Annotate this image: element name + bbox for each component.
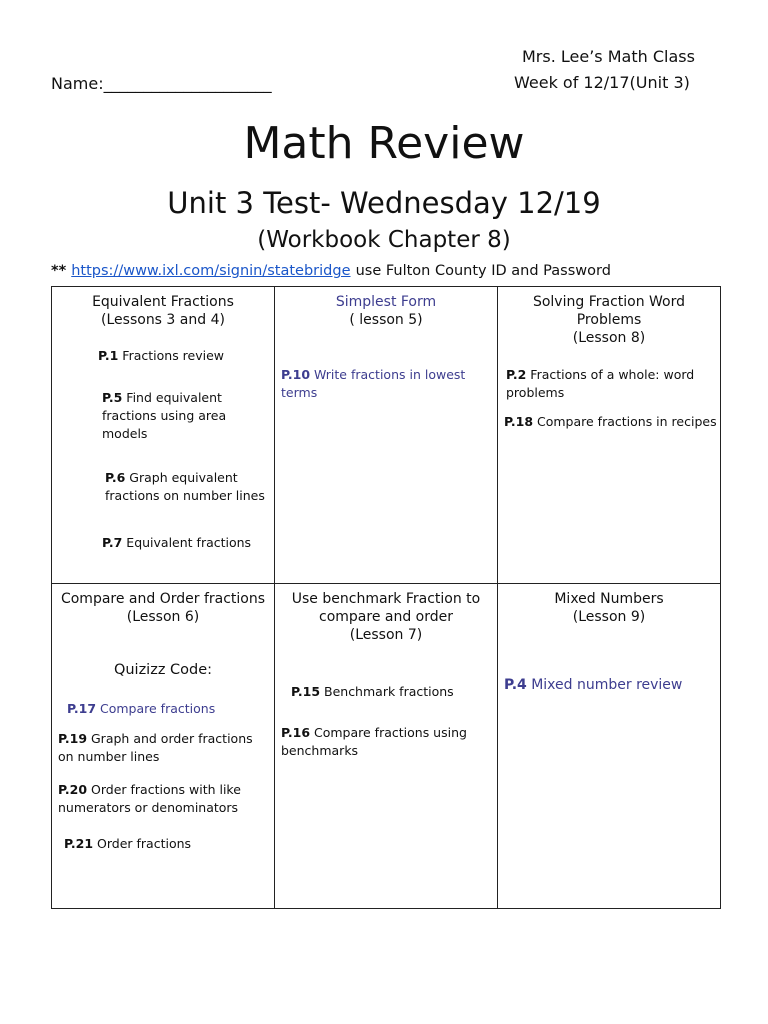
cell-mixed-numbers — [498, 584, 721, 909]
skill-item[interactable]: P.20 Order fractions with like numerators or denominators — [58, 782, 241, 815]
cell-heading: Simplest Form ( lesson 5) — [335, 294, 437, 328]
skill-item[interactable]: P.15 Benchmark fractions — [291, 684, 454, 699]
name-field-label: Name:_____________________ — [51, 74, 272, 93]
teacher-class-label: Mrs. Lee’s Math Class — [522, 47, 695, 66]
test-date-subtitle: Unit 3 Test- Wednesday 12/19 — [167, 186, 601, 220]
cell-heading: Use benchmark Fraction to compare and order (Lesson 7) — [291, 591, 481, 643]
skill-item[interactable]: P.4 Mixed number review — [504, 677, 683, 693]
page-title: Math Review — [243, 118, 525, 169]
quizizz-code-label: Quizizz Code: — [113, 662, 213, 678]
review-grid — [51, 286, 721, 909]
cell-heading: Equivalent Fractions (Lessons 3 and 4) — [92, 294, 234, 328]
skill-item[interactable]: P.21 Order fractions — [64, 836, 192, 851]
workbook-chapter: (Workbook Chapter 8) — [257, 227, 511, 253]
ixl-note: use Fulton County ID and Password — [355, 263, 611, 279]
skill-item[interactable]: P.1 Fractions review — [98, 348, 225, 363]
skill-item[interactable]: P.5 Find equivalent fractions using area models — [102, 390, 227, 441]
cell-equivalent-fractions — [52, 287, 275, 584]
cell-heading: Solving Fraction Word Problems (Lesson 8) — [532, 294, 686, 346]
cell-word-problems — [498, 287, 721, 584]
skill-item[interactable]: P.2 Fractions of a whole: word problems — [506, 367, 695, 400]
skill-item[interactable]: P.6 Graph equivalent fractions on number lines — [105, 470, 265, 503]
cell-heading: Compare and Order fractions (Lesson 6) — [60, 591, 266, 625]
cell-heading: Mixed Numbers (Lesson 9) — [554, 591, 664, 625]
ixl-instructions — [51, 263, 611, 279]
skill-item[interactable]: P.16 Compare fractions using benchmarks — [281, 725, 467, 758]
cell-benchmark — [275, 584, 498, 909]
cell-simplest-form — [275, 287, 498, 584]
skill-item[interactable]: P.7 Equivalent fractions — [102, 535, 252, 550]
ixl-prefix: ** — [51, 263, 67, 279]
skill-item[interactable]: P.17 Compare fractions — [67, 701, 216, 716]
skill-item[interactable]: P.18 Compare fractions in recipes — [504, 414, 717, 429]
skill-item[interactable]: P.19 Graph and order fractions on number lines — [58, 731, 253, 764]
cell-compare-order — [52, 584, 275, 909]
skill-item[interactable]: P.10 Write fractions in lowest terms — [281, 367, 466, 400]
week-label: Week of 12/17(Unit 3) — [514, 73, 690, 92]
ixl-link[interactable]: https://www.ixl.com/signin/statebridge — [71, 263, 351, 279]
